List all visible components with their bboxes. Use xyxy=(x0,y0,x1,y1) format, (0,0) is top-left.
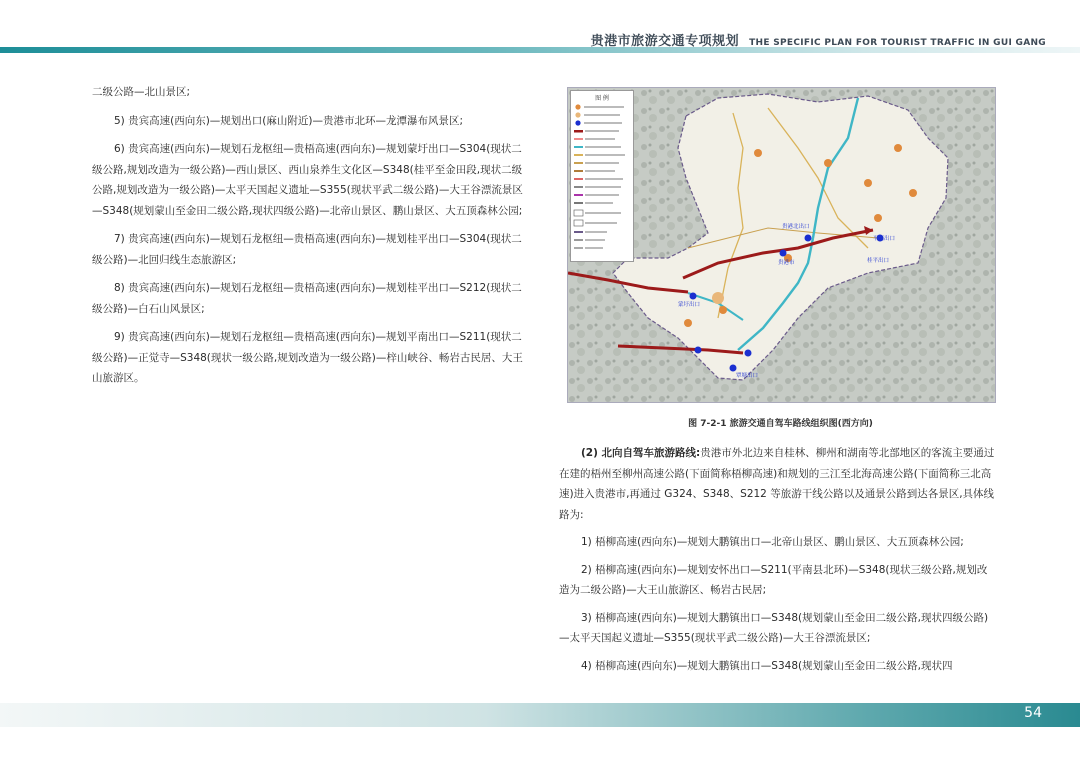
left-column-text xyxy=(92,82,532,397)
left-paragraph: 8) 贵宾高速(西向东)—规划石龙枢纽—贵梧高速(西向东)—规划桂平出口—S212(现状二级公路)—白石山风景区; xyxy=(92,282,522,315)
header-title-cn: 贵港市旅游交通专项规划 xyxy=(590,34,740,49)
map-place-label: 贵港市 xyxy=(778,260,795,266)
legend-title: 图 例 xyxy=(595,96,609,102)
footer-band xyxy=(0,703,1080,727)
right-paragraph: 4) 梧柳高速(西向东)—规划大鹏镇出口—S348(规划蒙山至金田二级公路,现状四 xyxy=(581,659,953,672)
route-map-figure xyxy=(567,87,996,403)
right-paragraph: 3) 梧柳高速(西向东)—规划大鹏镇出口—S348(规划蒙山至金田二级公路,现状四级公路)—太平天国起义遗址—S355(现状平武二级公路)—大王谷漂流景区; xyxy=(559,611,989,644)
map-place-label: 蒙圩出口 xyxy=(678,302,701,308)
figure-caption: 图 7-2-1 旅游交通自驾车路线组织图(西方向) xyxy=(688,419,873,429)
document-header xyxy=(591,30,1046,48)
page-number: 54 xyxy=(1024,705,1042,721)
left-paragraph: 7) 贵宾高速(西向东)—规划石龙枢纽—贵梧高速(西向东)—规划桂平出口—S304(现状二级公路)—北回归线生态旅游区; xyxy=(92,233,522,266)
map-place-label: 桂平出口 xyxy=(867,258,890,264)
right-column-text xyxy=(559,443,995,683)
header-title-en: THE SPECIFIC PLAN FOR TOURIST TRAFFIC IN GUI GANG xyxy=(749,38,1046,48)
north-route-heading: (2) 北向自驾车旅游路线: xyxy=(581,447,701,459)
left-paragraph: 5) 贵宾高速(西向东)—规划出口(麻山附近)—贵港市北环—龙潭瀑布风景区; xyxy=(114,114,464,127)
north-route-intro-text: 贵港市外北边来自桂林、柳州和湖南等北部地区的客流主要通过在建的梧州至柳州高速公路(下面简称梧柳高速)和规划的三江至北海高速公路(下面简称三北高速)进入贵港市,再通过 G324、S348、S212 等旅游干线公路以及通景公路到达各景区,具体线路为: xyxy=(559,447,995,521)
north-route-intro xyxy=(559,443,995,525)
map-place-label: 覃塘出口 xyxy=(736,373,759,379)
left-paragraph: 9) 贵宾高速(西向东)—规划石龙枢纽—贵梧高速(西向东)—规划平南出口—S211(现状二级公路)—正觉寺—S348(现状一级公路,规划改造为一级公路)—梓山峡谷、畅岩古民居、大王山旅游区。 xyxy=(92,331,523,384)
left-paragraph: 6) 贵宾高速(西向东)—规划石龙枢纽—贵梧高速(西向东)—规划蒙圩出口—S304(现状二级公路,规划改造为一级公路)—西山景区、西山泉养生文化区—S348(桂平至金田段,现状二级公路,规划改造为一级公路)—太平天国起义遗址—S355(现状平武二级公路)—大王谷漂流景区—S348(规划蒙山至金田二级公路,现状四级公路)—北帝山景区、鹏山景区、大五顶森林公园; xyxy=(92,143,523,217)
map-place-label: 平南出口 xyxy=(873,236,896,242)
map-place-label: 贵港北出口 xyxy=(782,224,810,230)
right-paragraph: 1) 梧柳高速(西向东)—规划大鹏镇出口—北帝山景区、鹏山景区、大五顶森林公园; xyxy=(581,536,964,548)
right-paragraph: 2) 梧柳高速(西向东)—规划安怀出口—S211(平南县北环)—S348(现状三级公路,规划改造为二级公路)—大王山旅游区、畅岩古民居; xyxy=(559,563,988,596)
left-paragraph: 二级公路—北山景区; xyxy=(92,86,191,98)
map-legend xyxy=(570,90,634,262)
